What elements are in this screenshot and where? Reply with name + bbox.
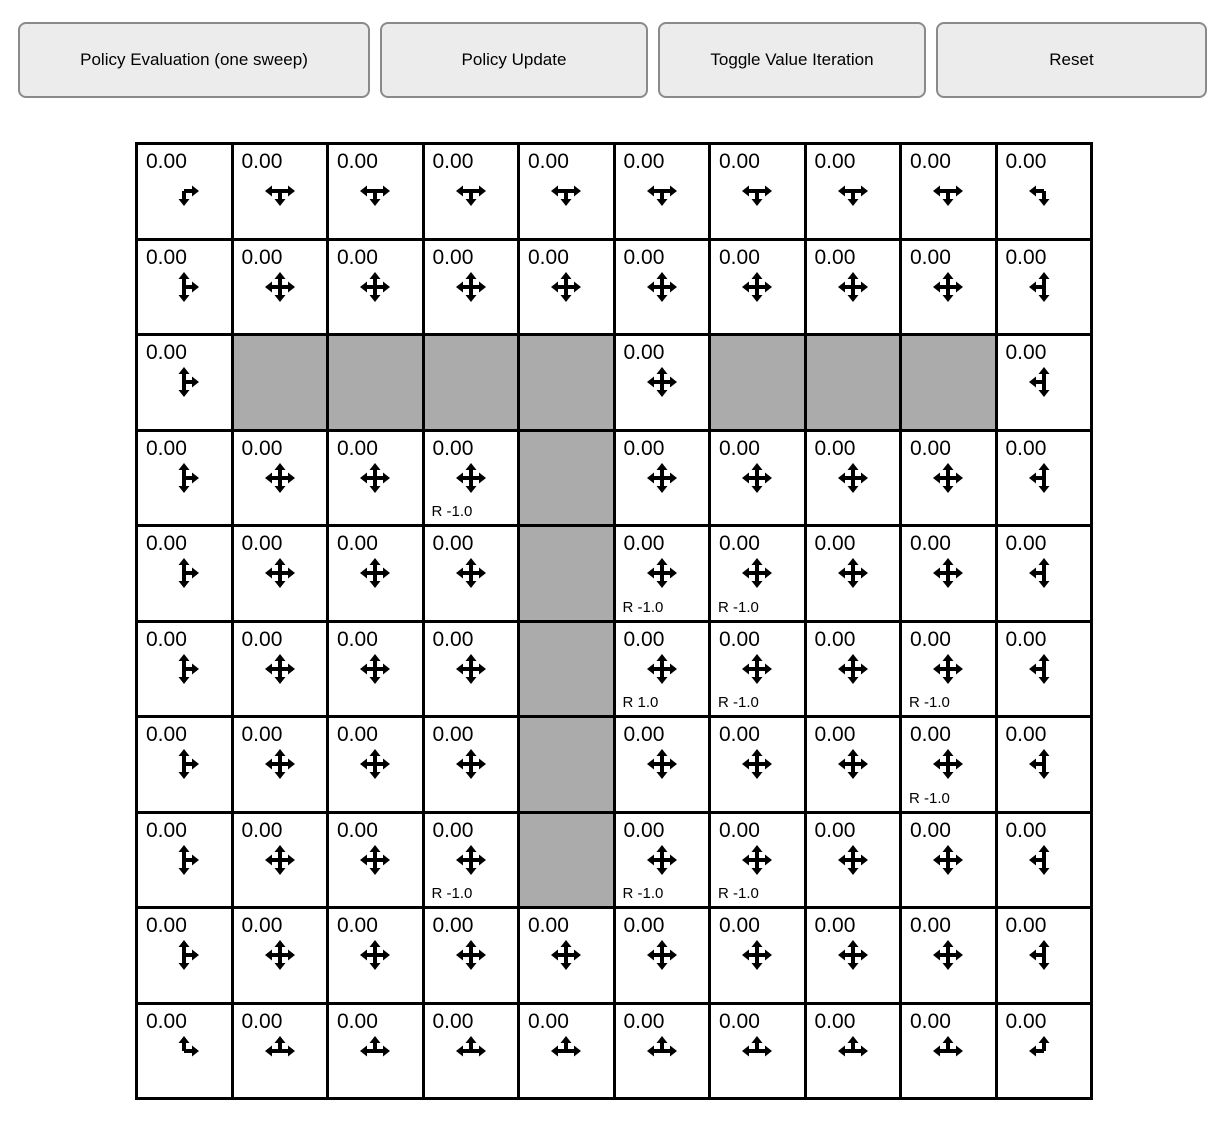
- policy-arrows-icon: [351, 931, 399, 979]
- policy-arrows-icon: [829, 549, 877, 597]
- cell-value: 0.00: [910, 914, 951, 937]
- policy-arrows-icon: [924, 836, 972, 884]
- policy-arrows-icon: [351, 836, 399, 884]
- policy-arrows-icon: [829, 454, 877, 502]
- grid-cell[interactable]: [902, 1005, 995, 1098]
- cell-value: 0.00: [1005, 627, 1047, 651]
- grid-cell[interactable]: [138, 814, 231, 907]
- grid-cell[interactable]: [998, 1005, 1091, 1098]
- wall-cell[interactable]: [520, 814, 613, 907]
- cell-value: 0.00: [337, 1009, 378, 1033]
- policy-arrows-icon: [1020, 549, 1068, 597]
- cell-reward-label: R -1.0: [431, 885, 473, 902]
- grid-cell[interactable]: [520, 909, 613, 1002]
- cell-value: 0.00: [432, 627, 474, 651]
- wall-cell[interactable]: [711, 336, 804, 429]
- policy-arrows-icon: [733, 167, 781, 215]
- cell-value: 0.00: [623, 627, 665, 651]
- cell-value: 0.00: [337, 245, 378, 269]
- grid-cell[interactable]: [520, 145, 613, 238]
- policy-arrows-icon: [829, 1027, 877, 1075]
- policy-arrows-icon: [1020, 263, 1068, 311]
- cell-reward-label: R -1.0: [622, 598, 664, 616]
- grid-cell[interactable]: [616, 718, 709, 811]
- policy-arrows-icon: [733, 740, 781, 788]
- cell-value: 0.00: [146, 914, 187, 937]
- grid-cell[interactable]: [807, 909, 900, 1002]
- cell-value: 0.00: [432, 914, 474, 937]
- grid-cell[interactable]: [711, 527, 804, 620]
- grid-cell[interactable]: [807, 527, 900, 620]
- cell-value: 0.00: [910, 436, 951, 460]
- grid-cell[interactable]: [138, 1005, 231, 1098]
- grid-cell[interactable]: [998, 623, 1091, 716]
- policy-arrows-icon: [1020, 931, 1068, 979]
- cell-value: 0.00: [719, 627, 760, 651]
- grid-cell[interactable]: [998, 814, 1091, 907]
- policy-arrows-icon: [1020, 167, 1068, 215]
- cell-value: 0.00: [432, 436, 474, 460]
- cell-value: 0.00: [432, 532, 474, 555]
- wall-cell[interactable]: [520, 718, 613, 811]
- cell-reward-label: R -1.0: [622, 885, 664, 902]
- policy-arrows-icon: [447, 645, 495, 693]
- cell-value: 0.00: [528, 150, 569, 173]
- policy-arrows-icon: [1020, 740, 1068, 788]
- policy-arrows-icon: [447, 1027, 495, 1075]
- grid-cell[interactable]: [138, 336, 231, 429]
- policy-arrows-icon: [924, 454, 972, 502]
- grid-cell[interactable]: [329, 718, 422, 811]
- policy-arrows-icon: [160, 836, 208, 884]
- cell-reward-label: R -1.0: [909, 694, 950, 711]
- policy-arrows-icon: [160, 645, 208, 693]
- policy-arrows-icon: [733, 263, 781, 311]
- grid-cell[interactable]: [520, 241, 613, 334]
- policy-arrows-icon: [447, 931, 495, 979]
- policy-evaluation-button[interactable]: Policy Evaluation (one sweep): [18, 22, 370, 98]
- grid-cell[interactable]: [520, 1005, 613, 1098]
- cell-value: 0.00: [241, 150, 283, 173]
- grid-cell[interactable]: [711, 145, 804, 238]
- policy-arrows-icon: [733, 1027, 781, 1075]
- grid-cell[interactable]: [425, 1005, 518, 1098]
- policy-arrows-icon: [351, 167, 399, 215]
- cell-value: 0.00: [1005, 723, 1047, 746]
- policy-arrows-icon: [542, 167, 590, 215]
- cell-value: 0.00: [623, 914, 665, 937]
- grid-cell[interactable]: [234, 909, 327, 1002]
- grid-cell[interactable]: [807, 623, 900, 716]
- wall-cell[interactable]: [520, 527, 613, 620]
- policy-arrows-icon: [256, 931, 304, 979]
- gridworld-grid: [135, 142, 1093, 1100]
- grid-cell[interactable]: [711, 1005, 804, 1098]
- grid-cell[interactable]: [616, 909, 709, 1002]
- cell-value: 0.00: [910, 723, 951, 746]
- cell-value: 0.00: [623, 436, 665, 460]
- cell-value: 0.00: [528, 1009, 569, 1033]
- policy-arrows-icon: [351, 645, 399, 693]
- cell-value: 0.00: [1005, 436, 1047, 460]
- cell-value: 0.00: [146, 818, 187, 842]
- grid-cell[interactable]: [902, 814, 995, 907]
- policy-arrows-icon: [256, 1027, 304, 1075]
- cell-value: 0.00: [241, 245, 283, 269]
- policy-arrows-icon: [351, 549, 399, 597]
- grid-cell[interactable]: [234, 718, 327, 811]
- grid-cell[interactable]: [711, 909, 804, 1002]
- cell-value: 0.00: [528, 914, 569, 937]
- policy-arrows-icon: [447, 740, 495, 788]
- policy-arrows-icon: [638, 358, 686, 406]
- grid-cell[interactable]: [138, 623, 231, 716]
- grid-cell[interactable]: [329, 1005, 422, 1098]
- grid-cell[interactable]: [902, 718, 995, 811]
- cell-value: 0.00: [814, 436, 856, 460]
- cell-value: 0.00: [337, 150, 378, 173]
- grid-cell[interactable]: [234, 527, 327, 620]
- cell-value: 0.00: [337, 627, 378, 651]
- policy-arrows-icon: [160, 549, 208, 597]
- policy-arrows-icon: [1020, 358, 1068, 406]
- policy-arrows-icon: [351, 454, 399, 502]
- grid-cell[interactable]: [807, 718, 900, 811]
- cell-value: 0.00: [623, 723, 665, 746]
- wall-cell[interactable]: [520, 623, 613, 716]
- cell-value: 0.00: [814, 1009, 856, 1033]
- cell-value: 0.00: [719, 436, 760, 460]
- grid-cell[interactable]: [138, 718, 231, 811]
- grid-cell[interactable]: [138, 432, 231, 525]
- policy-arrows-icon: [256, 263, 304, 311]
- policy-arrows-icon: [733, 931, 781, 979]
- cell-value: 0.00: [432, 245, 474, 269]
- policy-arrows-icon: [638, 454, 686, 502]
- grid-cell[interactable]: [425, 241, 518, 334]
- policy-arrows-icon: [733, 836, 781, 884]
- grid-cell[interactable]: [616, 145, 709, 238]
- policy-arrows-icon: [924, 931, 972, 979]
- policy-arrows-icon: [638, 549, 686, 597]
- wall-cell[interactable]: [807, 336, 900, 429]
- policy-arrows-icon: [638, 740, 686, 788]
- policy-arrows-icon: [924, 263, 972, 311]
- cell-value: 0.00: [432, 150, 474, 173]
- policy-arrows-icon: [256, 836, 304, 884]
- policy-arrows-icon: [542, 1027, 590, 1075]
- cell-value: 0.00: [1005, 150, 1047, 173]
- grid-cell[interactable]: [616, 432, 709, 525]
- cell-value: 0.00: [146, 341, 187, 364]
- cell-value: 0.00: [623, 245, 665, 269]
- cell-value: 0.00: [1005, 1009, 1047, 1033]
- policy-arrows-icon: [1020, 1027, 1068, 1075]
- policy-arrows-icon: [1020, 454, 1068, 502]
- policy-arrows-icon: [638, 836, 686, 884]
- policy-arrows-icon: [256, 740, 304, 788]
- policy-arrows-icon: [733, 645, 781, 693]
- cell-value: 0.00: [241, 436, 283, 460]
- policy-arrows-icon: [160, 1027, 208, 1075]
- policy-arrows-icon: [447, 167, 495, 215]
- policy-arrows-icon: [160, 263, 208, 311]
- grid-cell[interactable]: [425, 814, 518, 907]
- cell-value: 0.00: [432, 1009, 474, 1033]
- cell-reward-label: R -1.0: [718, 598, 759, 616]
- cell-value: 0.00: [1005, 532, 1047, 555]
- cell-value: 0.00: [623, 150, 665, 173]
- policy-arrows-icon: [829, 263, 877, 311]
- grid-cell[interactable]: [329, 241, 422, 334]
- grid-cell[interactable]: [998, 241, 1091, 334]
- policy-arrows-icon: [256, 167, 304, 215]
- toolbar: [18, 22, 1232, 98]
- cell-value: 0.00: [146, 245, 187, 269]
- cell-reward-label: R -1.0: [718, 694, 759, 711]
- grid-cell[interactable]: [998, 718, 1091, 811]
- grid-cell[interactable]: [807, 1005, 900, 1098]
- cell-value: 0.00: [623, 532, 665, 555]
- grid-cell[interactable]: [998, 336, 1091, 429]
- policy-arrows-icon: [829, 645, 877, 693]
- cell-value: 0.00: [1005, 914, 1047, 937]
- wall-cell[interactable]: [902, 336, 995, 429]
- grid-cell[interactable]: [616, 814, 709, 907]
- policy-arrows-icon: [1020, 836, 1068, 884]
- cell-value: 0.00: [814, 150, 856, 173]
- cell-value: 0.00: [337, 436, 378, 460]
- policy-arrows-icon: [638, 931, 686, 979]
- cell-value: 0.00: [814, 818, 856, 842]
- cell-reward-label: R -1.0: [718, 885, 759, 902]
- cell-value: 0.00: [719, 914, 760, 937]
- policy-arrows-icon: [542, 263, 590, 311]
- wall-cell[interactable]: [520, 336, 613, 429]
- cell-value: 0.00: [910, 1009, 951, 1033]
- cell-value: 0.00: [719, 532, 760, 555]
- cell-value: 0.00: [719, 723, 760, 746]
- grid-cell[interactable]: [329, 527, 422, 620]
- grid-cell[interactable]: [998, 909, 1091, 1002]
- cell-value: 0.00: [910, 627, 951, 651]
- grid-cell[interactable]: [616, 336, 709, 429]
- grid-cell[interactable]: [234, 145, 327, 238]
- grid-cell[interactable]: [329, 623, 422, 716]
- grid-cell[interactable]: [425, 909, 518, 1002]
- policy-arrows-icon: [924, 1027, 972, 1075]
- policy-arrows-icon: [160, 931, 208, 979]
- cell-value: 0.00: [337, 914, 378, 937]
- cell-value: 0.00: [814, 245, 856, 269]
- cell-value: 0.00: [719, 245, 760, 269]
- grid-cell[interactable]: [616, 1005, 709, 1098]
- grid-cell[interactable]: [425, 718, 518, 811]
- cell-value: 0.00: [1005, 818, 1047, 842]
- grid-cell[interactable]: [234, 623, 327, 716]
- cell-value: 0.00: [814, 914, 856, 937]
- grid-cell[interactable]: [425, 432, 518, 525]
- policy-arrows-icon: [256, 454, 304, 502]
- grid-cell[interactable]: [902, 145, 995, 238]
- cell-value: 0.00: [719, 150, 760, 173]
- cell-value: 0.00: [910, 245, 951, 269]
- cell-value: 0.00: [432, 723, 474, 746]
- wall-cell[interactable]: [329, 336, 422, 429]
- policy-arrows-icon: [638, 167, 686, 215]
- policy-arrows-icon: [924, 740, 972, 788]
- wall-cell[interactable]: [425, 336, 518, 429]
- cell-reward-label: R 1.0: [622, 694, 659, 711]
- grid-cell[interactable]: [329, 909, 422, 1002]
- grid-cell[interactable]: [138, 241, 231, 334]
- policy-arrows-icon: [924, 167, 972, 215]
- policy-arrows-icon: [924, 549, 972, 597]
- grid-cell[interactable]: [616, 527, 709, 620]
- grid-cell[interactable]: [902, 909, 995, 1002]
- grid-cell[interactable]: [807, 145, 900, 238]
- policy-arrows-icon: [542, 931, 590, 979]
- cell-value: 0.00: [241, 914, 283, 937]
- grid-cell[interactable]: [807, 241, 900, 334]
- policy-arrows-icon: [256, 645, 304, 693]
- policy-arrows-icon: [924, 645, 972, 693]
- grid-cell[interactable]: [711, 814, 804, 907]
- reset-button[interactable]: Reset: [936, 22, 1207, 98]
- cell-value: 0.00: [814, 627, 856, 651]
- cell-value: 0.00: [623, 1009, 665, 1033]
- cell-value: 0.00: [1005, 245, 1047, 269]
- cell-value: 0.00: [814, 723, 856, 746]
- cell-value: 0.00: [241, 532, 283, 555]
- grid-cell[interactable]: [807, 432, 900, 525]
- policy-arrows-icon: [447, 263, 495, 311]
- cell-value: 0.00: [337, 532, 378, 555]
- grid-cell[interactable]: [234, 432, 327, 525]
- policy-arrows-icon: [829, 167, 877, 215]
- grid-cell[interactable]: [711, 623, 804, 716]
- policy-arrows-icon: [733, 549, 781, 597]
- grid-cell[interactable]: [329, 814, 422, 907]
- grid-cell[interactable]: [234, 814, 327, 907]
- cell-value: 0.00: [623, 341, 665, 364]
- policy-arrows-icon: [638, 645, 686, 693]
- grid-cell[interactable]: [998, 432, 1091, 525]
- cell-value: 0.00: [241, 627, 283, 651]
- policy-arrows-icon: [160, 740, 208, 788]
- cell-value: 0.00: [719, 818, 760, 842]
- policy-arrows-icon: [351, 1027, 399, 1075]
- grid-cell[interactable]: [902, 241, 995, 334]
- grid-cell[interactable]: [234, 1005, 327, 1098]
- cell-value: 0.00: [146, 532, 187, 555]
- cell-value: 0.00: [623, 818, 665, 842]
- cell-value: 0.00: [146, 1009, 187, 1033]
- cell-value: 0.00: [1005, 341, 1047, 364]
- grid-cell[interactable]: [138, 909, 231, 1002]
- grid-cell[interactable]: [234, 241, 327, 334]
- grid-cell[interactable]: [902, 623, 995, 716]
- grid-cell[interactable]: [711, 241, 804, 334]
- cell-value: 0.00: [337, 723, 378, 746]
- grid-cell[interactable]: [711, 718, 804, 811]
- policy-arrows-icon: [829, 931, 877, 979]
- grid-cell[interactable]: [425, 145, 518, 238]
- cell-value: 0.00: [910, 818, 951, 842]
- grid-cell[interactable]: [616, 623, 709, 716]
- cell-value: 0.00: [719, 1009, 760, 1033]
- grid-cell[interactable]: [807, 814, 900, 907]
- grid-cell[interactable]: [138, 145, 231, 238]
- cell-value: 0.00: [241, 1009, 283, 1033]
- grid-cell[interactable]: [711, 432, 804, 525]
- policy-arrows-icon: [160, 358, 208, 406]
- grid-cell[interactable]: [138, 527, 231, 620]
- grid-cell[interactable]: [425, 527, 518, 620]
- cell-value: 0.00: [337, 818, 378, 842]
- grid-cell[interactable]: [616, 241, 709, 334]
- wall-cell[interactable]: [234, 336, 327, 429]
- cell-value: 0.00: [241, 818, 283, 842]
- cell-reward-label: R -1.0: [431, 503, 473, 520]
- policy-arrows-icon: [256, 549, 304, 597]
- cell-value: 0.00: [528, 245, 569, 269]
- cell-value: 0.00: [910, 532, 951, 555]
- cell-value: 0.00: [146, 723, 187, 746]
- cell-value: 0.00: [814, 532, 856, 555]
- policy-arrows-icon: [447, 836, 495, 884]
- toggle-value-iteration-button[interactable]: Toggle Value Iteration: [658, 22, 926, 98]
- cell-value: 0.00: [432, 818, 474, 842]
- policy-arrows-icon: [829, 740, 877, 788]
- cell-reward-label: R -1.0: [909, 789, 950, 807]
- policy-arrows-icon: [160, 454, 208, 502]
- grid-cell[interactable]: [998, 527, 1091, 620]
- policy-arrows-icon: [638, 263, 686, 311]
- grid-cell[interactable]: [329, 145, 422, 238]
- policy-arrows-icon: [638, 1027, 686, 1075]
- policy-update-button[interactable]: Policy Update: [380, 22, 648, 98]
- grid-cell[interactable]: [902, 527, 995, 620]
- policy-arrows-icon: [351, 263, 399, 311]
- policy-arrows-icon: [829, 836, 877, 884]
- cell-value: 0.00: [241, 723, 283, 746]
- wall-cell[interactable]: [520, 432, 613, 525]
- grid-cell[interactable]: [329, 432, 422, 525]
- policy-arrows-icon: [351, 740, 399, 788]
- grid-cell[interactable]: [998, 145, 1091, 238]
- grid-cell[interactable]: [425, 623, 518, 716]
- grid-cell[interactable]: [902, 432, 995, 525]
- policy-arrows-icon: [447, 549, 495, 597]
- cell-value: 0.00: [146, 627, 187, 651]
- policy-arrows-icon: [160, 167, 208, 215]
- cell-value: 0.00: [910, 150, 951, 173]
- policy-arrows-icon: [733, 454, 781, 502]
- policy-arrows-icon: [447, 454, 495, 502]
- cell-value: 0.00: [146, 150, 187, 173]
- policy-arrows-icon: [1020, 645, 1068, 693]
- cell-value: 0.00: [146, 436, 187, 460]
